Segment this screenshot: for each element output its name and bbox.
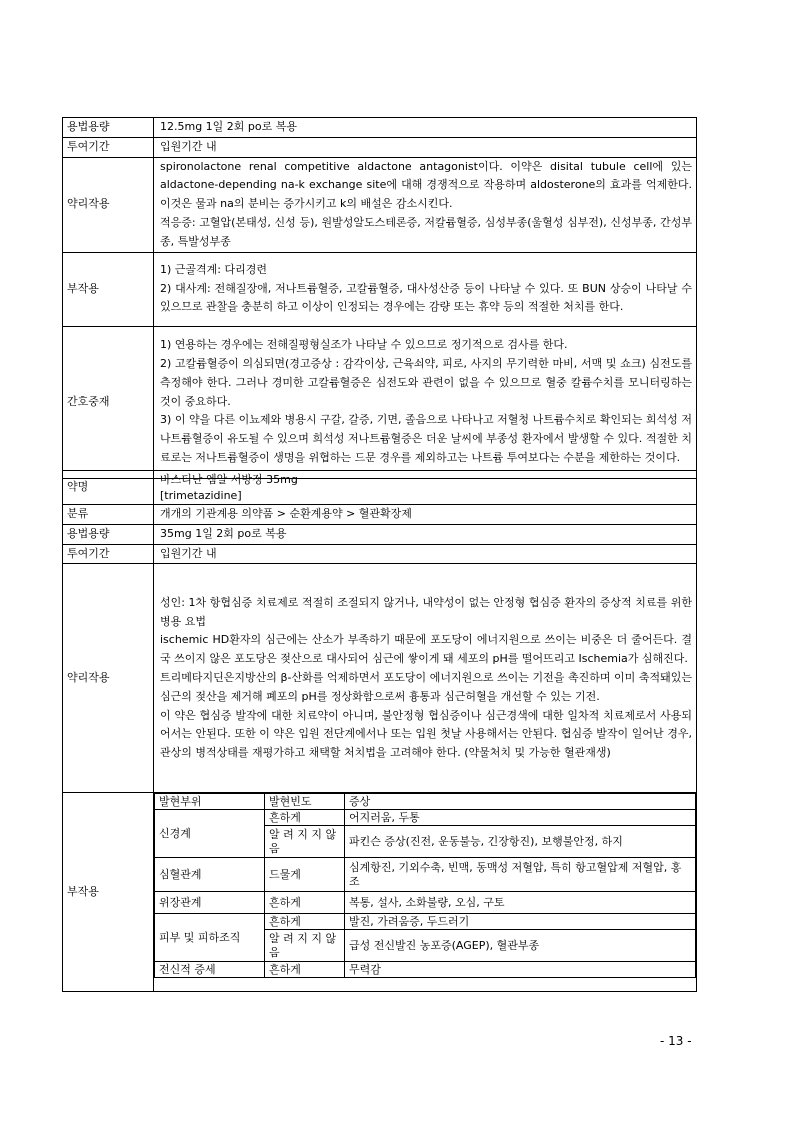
frequency-cell: 흔하게 [265,914,345,930]
site-cardio: 심혈관계 [155,858,265,892]
table-row [155,810,696,826]
dosage-row [63,524,697,544]
name-label: 약명 [63,471,154,505]
side-effect-label: 부작용 [63,252,154,326]
frequency-cell: 알 려 지 지 않음 [265,826,345,858]
period-row [63,137,697,157]
action-label: 약리작용 [63,564,154,793]
side-effect-item-2: 2) 대사계: 전해질장애, 저나트륨혈증, 고칼륨혈증, 대사성산증 등이 나타날 수 있다. 또 BUN 상승이 나타날 수 있으므로 관찰을 충분히 하고 이상이 인정되는 경우에는 감량 또는 휴약 등의 적절한 처치를 한다. [160,281,692,314]
side-effect-row [63,793,697,992]
site-neuro: 신경계 [155,810,265,858]
header-site: 발현부위 [155,794,265,810]
frequency-cell: 알 려 지 지 않음 [265,930,345,962]
symptom-cell: 파킨슨 증상(진전, 운동불능, 긴장항진), 보행불안정, 하지 [345,826,696,858]
side-effect-label: 부작용 [63,793,154,992]
action-ischemia: ischemic HD환자의 심근에는 산소가 부족하기 때문에 포도당이 에너지원으로 쓰이는 비중은 더 줄어든다. 결국 쓰이지 않은 포도당은 젖산으로 대사되어 심근에 쌓이게 돼 세포의 pH를 떨어뜨리고 Ischemia가 심해진다. [160,633,692,666]
page-number: - 13 - [660,1034,692,1048]
site-gi: 위장관계 [155,892,265,914]
action-mechanism: spironolactone renal competitive aldactone antagonist이다. 이약은 disital tubule cell에 있는 aldactone-depending na-k exchange site에 대해 경쟁적으로 작용하며 aldosterone의 효과를 억제한다. 이것은 물과 na의 분비는 증가시키고 k의 배설은 감소시킨다. [160,159,692,211]
action-content [154,157,697,252]
dosage-value: 12.5mg 1일 2회 po로 복용 [154,118,697,138]
symptom-cell [345,858,696,892]
drug-table-trimetazidine [62,470,697,992]
class-row [63,505,697,525]
action-mechanism: 트리메타지딘은지방산의 β-산화를 억제하면서 포도당이 에너지원으로 쓰이는 기전을 촉진하며 이미 축적돼있는 심근의 젖산을 제거해 폐포의 pH를 정상화함으로써 흉통과 심근허혈을 개선할 수 있는 기전. [160,670,692,703]
drug-name: 바스티난 엠알 서방정 35mg [160,472,298,486]
nursing-item-2: 2) 고칼륨혈증이 의심되면(경고증상 : 감각이상, 근육쇠약, 피로, 사지의 무기력한 마비, 서맥 및 쇼크) 심전도를 측정해야 한다. 그러나 경미한 고칼륨혈증은 심전도와 관련이 없을 수 있으므로 혈중 칼륨수치를 모니터링하는 것이 중요하다. [160,357,692,408]
dosage-value: 35mg 1일 2회 po로 복용 [154,524,697,544]
period-row [63,544,697,564]
nursing-content [154,326,697,478]
side-effect-content [154,252,697,326]
action-row [63,564,697,793]
header-symptom: 증상 [345,794,696,810]
symptom-cell: 복통, 설사, 소화불량, 오심, 구토 [345,892,696,914]
dosage-label: 용법용량 [63,524,154,544]
class-label: 분류 [63,505,154,525]
dosage-label: 용법용량 [63,118,154,138]
site-skin: 피부 및 피하조직 [155,914,265,962]
period-label: 투여기간 [63,544,154,564]
table-row [155,914,696,930]
frequency-cell: 흔하게 [265,810,345,826]
dosage-row [63,118,697,138]
frequency-cell: 흔하게 [265,892,345,914]
nursing-label: 간호중재 [63,326,154,478]
nursing-item-3: 3) 이 약을 다른 이뇨제와 병용시 구갈, 갈증, 기면, 졸음으로 나타나고 저혈청 나트륨수치로 확인되는 희석성 저나트륨혈증이 유도될 수 있으며 희석성 저나트륨혈증은 더운 날씨에 부종성 환자에서 발생할 수 있다. 적절한 치료로는 저나트륨혈증이 생명을 위협하는 드문 경우를 제외하고는 나트륨 투여보다는 수분을 제한하는 것이다. [160,413,692,465]
action-indications: 적응증: 고혈압(본태성, 신성 등), 원발성알도스테론증, 저칼륨혈증, 심성부종(울혈성 심부전), 신성부종, 간성부종, 특발성부종 [160,215,692,248]
side-effect-table [154,793,696,978]
side-effect-table-cell [154,793,697,992]
action-caution: 이 약은 협심증 발작에 대한 치료약이 아니며, 불안정형 협심증이나 심근경색에 대한 일차적 치료제로서 사용되어서는 안된다. 또한 이 약은 입원 전단계에서나 또는 입원 첫날 사용해서는 안된다. 협심증 발작이 일어난 경우, 관상의 병적상태를 재평가하고 채택할 처치법을 고려해야 한다. (약물처치 및 가능한 혈관재생) [160,708,692,760]
action-indication: 성인: 1차 항협심증 치료제로 적절히 조절되지 않거나, 내약성이 없는 안정형 협심증 환자의 증상적 치료를 위한 병용 요법 [160,595,692,628]
action-label: 약리작용 [63,157,154,252]
period-label: 투여기간 [63,137,154,157]
table-row [155,962,696,978]
drug-generic-name: [trimetazidine] [160,488,242,502]
action-row [63,157,697,252]
frequency-cell: 드물게 [265,858,345,892]
drug-table-spironolactone [62,117,697,479]
action-content [154,564,697,793]
header-frequency: 발현빈도 [265,794,345,810]
nursing-row [63,326,697,478]
symptom-cell: 무력감 [345,962,696,978]
symptom-cell: 급성 전신발진 농포증(AGEP), 혈관부종 [345,930,696,962]
nursing-item-1: 1) 연용하는 경우에는 전해질평형실조가 나타날 수 있으므로 정기적으로 검사를 한다. [160,338,568,352]
name-row [63,471,697,505]
period-value: 입원기간 내 [154,544,697,564]
table-row [155,858,696,892]
symptom-text: 심계항진, 기외수축, 빈맥, 동맥성 저혈압, 특히 항고혈압제 저혈압, 홍조 [349,860,682,888]
side-effect-row [63,252,697,326]
symptom-cell: 어지러움, 두통 [345,810,696,826]
table-row [155,892,696,914]
side-effect-header-row [155,794,696,810]
name-value [154,471,697,505]
frequency-cell: 흔하게 [265,962,345,978]
period-value: 입원기간 내 [154,137,697,157]
site-general: 전신적 증세 [155,962,265,978]
class-value: 개개의 기관계용 의약품 > 순환계용약 > 혈관확장제 [154,505,697,525]
symptom-cell: 발진, 가려움증, 두드러기 [345,914,696,930]
side-effect-item-1: 1) 근골격계: 다리경련 [160,262,267,276]
